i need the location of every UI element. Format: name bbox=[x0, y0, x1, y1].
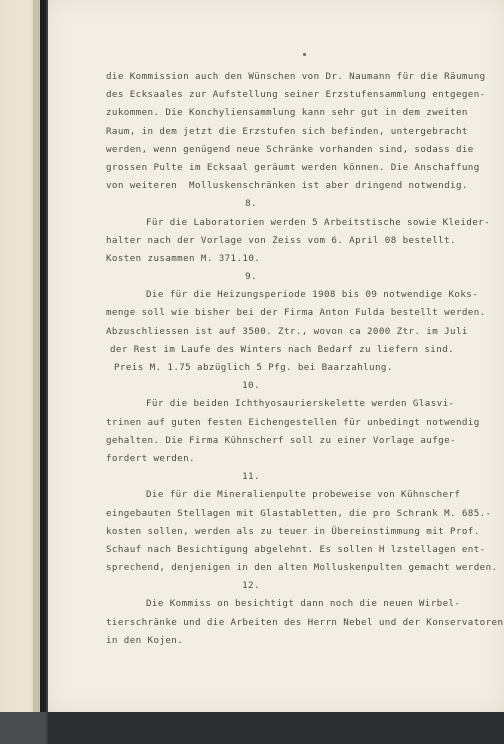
text-line: Preis M. 1.75 abzüglich 5 Pfg. bei Baarzahlung. bbox=[114, 362, 393, 373]
page-mark bbox=[303, 53, 306, 56]
section-number: 9. bbox=[245, 271, 257, 283]
scan-background-bottom bbox=[48, 712, 504, 744]
text-line: Die Kommiss on besichtigt dann noch die neuen Wirbel- bbox=[146, 598, 461, 610]
text-line: trinen auf guten festen Eichengestellen für unbedingt notwendig bbox=[106, 416, 480, 428]
text-line: Für die beiden Ichthyosaurierskelette werden Glasvi- bbox=[146, 398, 455, 410]
text-line: menge soll wie bisher bei der Firma Anton Fulda bestellt werden. bbox=[106, 307, 486, 319]
text-line: des Ecksaales zur Aufstellung seiner Erzstufensammlung entgegen- bbox=[106, 89, 486, 101]
section-number: 10. bbox=[242, 380, 260, 392]
text-line: Schauf nach Besichtigung abgelehnt. Es sollen H lzstellagen ent- bbox=[106, 543, 486, 555]
text-line: gehalten. Die Firma Kühnscherf soll zu einer Vorlage aufge- bbox=[106, 434, 456, 446]
text-line: in den Kojen. bbox=[106, 634, 184, 646]
text-line: von weiteren Molluskenschränken ist aber dringend notwendig. bbox=[106, 180, 468, 192]
text-line: sprechend, denjenigen in den alten Molluskenpulten gemacht werden. bbox=[106, 562, 498, 574]
text-line: Raum, in dem jetzt die Erzstufen sich befinden, untergebracht bbox=[106, 125, 468, 137]
text-line: der Rest im Laufe des Winters nach Bedarf zu liefern sind. bbox=[110, 343, 455, 355]
text-line: fordert werden. bbox=[106, 452, 195, 464]
text-line: die Kommission auch den Wünschen von Dr. Naumann für die Räumung bbox=[106, 71, 486, 82]
scan-background bbox=[0, 712, 46, 744]
text-line: eingebauten Stellagen mit Glastabletten, die pro Schrank M. 685.- bbox=[106, 507, 492, 519]
text-line: Die für die Mineralienpulte probeweise von Kühnscherf bbox=[146, 489, 461, 501]
text-line: Abzuschliessen ist auf 3500. Ztr., wovon ca 2000 Ztr. im Juli bbox=[106, 325, 468, 337]
text-line: Die für die Heizungsperiode 1908 bis 09 notwendige Koks- bbox=[146, 289, 479, 301]
text-line: tierschränke und die Arbeiten des Herrn Nebel und der Konservatoren bbox=[106, 616, 504, 628]
text-line: halter nach der Vorlage von Zeiss vom 6. April 08 bestellt. bbox=[106, 234, 456, 246]
text-line: zukommen. Die Konchyliensammlung kann sehr gut in dem zweiten bbox=[106, 107, 468, 119]
scan-edge bbox=[40, 0, 46, 744]
text-line: werden, wenn genügend neue Schränke vorhanden sind, sodass die bbox=[106, 143, 474, 155]
section-number: 8. bbox=[245, 198, 257, 210]
text-line: grossen Pulte im Ecksaal geräumt werden können. Die Anschaffung bbox=[106, 161, 480, 173]
text-line: Kosten zusammen M. 371.10. bbox=[106, 252, 261, 264]
section-number: 12. bbox=[242, 580, 260, 592]
text-line: kosten sollen, werden als zu teuer in Übereinstimmung mit Prof. bbox=[106, 525, 480, 537]
typewritten-text bbox=[106, 68, 504, 650]
text-line: Für die Laboratorien werden 5 Arbeitstische sowie Kleider- bbox=[146, 216, 491, 228]
section-number: 11. bbox=[242, 471, 260, 483]
